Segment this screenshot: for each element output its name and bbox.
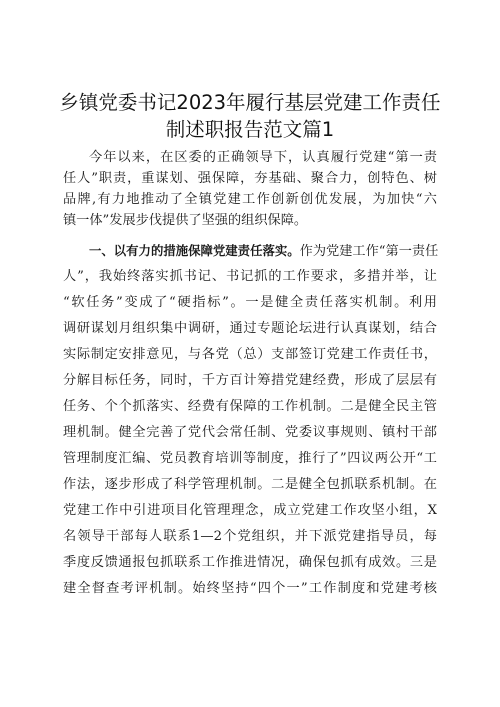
paragraph-line: 季度反馈通报包抓联系工作推进情况，确保包抓有成效。三是 <box>63 555 437 570</box>
paragraph-line: 分解目标任务，同时，千方百计筹措党建经费，形成了层层有 <box>63 373 437 388</box>
paragraph-line: 任务、个个抓落实、经费有保障的工作机制。二是健全民主管 <box>63 399 437 414</box>
paragraph-line: 镇一体”发展步伐提供了坚强的组织保障。 <box>63 213 308 228</box>
paragraph-line: 品牌,有力地推动了全镇党建工作创新创优发展，为加快“六 <box>63 192 437 207</box>
paragraph-line: 党建工作中引进项目化管理理念，成立党建工作攻坚小组，X <box>63 503 437 518</box>
section-heading: 一、以有力的措施保障党建责任落实。 <box>89 243 300 258</box>
paragraph-line: 理机制。健全完善了党代会常任制、党委议事规则、镇村干部 <box>63 425 437 440</box>
paragraph-line: 今年以来，在区委的正确领导下，认真履行党建“第一责 <box>89 150 437 165</box>
paragraph-line: 建全督查考评机制。始终坚持“四个一”工作制度和党建考核 <box>63 581 437 596</box>
section-first-line-text: 作为党建工作“第一责任 <box>299 244 439 259</box>
document-title-line-2: 制述职报告范文篇1 <box>165 118 335 141</box>
paragraph-line: 任人”职责，重谋划、强保障，夯基础、聚合力，创特色、树 <box>63 171 437 186</box>
paragraph-line: 作法，逐步形成了科学管理机制。二是健全包抓联系机制。在 <box>63 477 437 492</box>
paragraph-line: 调研谋划月组织集中调研，通过专题论坛进行认真谋划，结合 <box>63 321 437 336</box>
paragraph-line: “软任务”变成了“硬指标”。一是健全责任落实机制。利用 <box>63 295 437 310</box>
paragraph-line: 人”，我始终落实抓书记、书记抓的工作要求，多措并举，让 <box>63 269 437 284</box>
paragraph-line: 名领导干部每人联系1—2个党组织，并下派党建指导员，每 <box>63 529 437 544</box>
document-title-line-1: 乡镇党委书记2023年履行基层党建工作责任 <box>59 91 441 114</box>
paragraph-line: 实际制定安排意见，与各党（总）支部签订党建工作责任书， <box>63 347 437 362</box>
section-first-line <box>89 241 437 262</box>
paragraph-line: 管理制度汇编、党员教育培训等制度，推行了”四议两公开“工 <box>63 451 437 466</box>
